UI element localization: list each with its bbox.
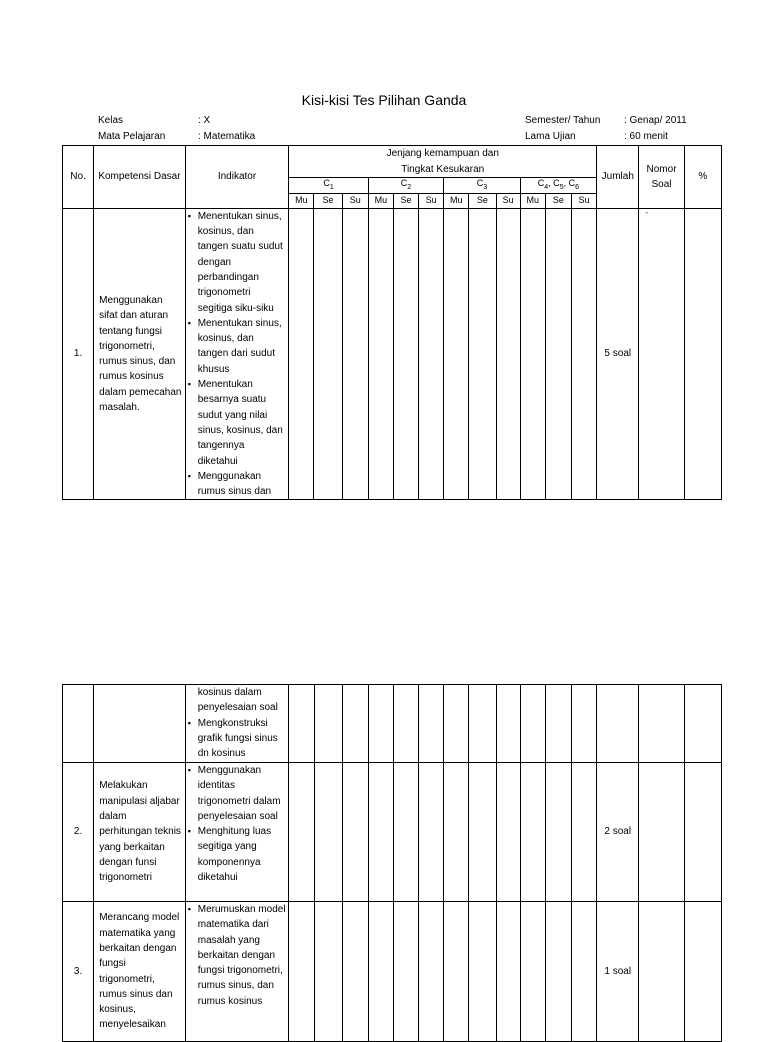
row1-jumlah: 5 soal <box>597 208 639 500</box>
level-su: Su <box>342 193 368 208</box>
lama-value: : 60 menit <box>624 131 668 142</box>
header-c456: $C_4$, $C_5$, $C_6$ <box>520 178 597 194</box>
row2-jumlah: 2 soal <box>597 763 639 902</box>
row1-indikator-item: ▪ Menentukan besarnya suatu sudut yang nilai sinus, kosinus, dan tangennya diketahui <box>188 377 287 469</box>
level-se: Se <box>469 193 496 208</box>
kisi-table-part1 <box>62 145 722 500</box>
lama-label: Lama Ujian <box>525 131 576 142</box>
row3-jumlah: 1 soal <box>597 902 639 1042</box>
header-jumlah: Jumlah <box>597 146 639 209</box>
table-row-cont <box>63 685 722 763</box>
level-mu: Mu <box>289 193 314 208</box>
row1-indikator <box>185 208 289 500</box>
header-jenjang <box>289 146 597 178</box>
header-nomor-line1: Nomor <box>646 163 677 175</box>
level-mu: Mu <box>520 193 545 208</box>
row2-indikator-item: ▪ Menggunakan identitas trigonometri dalam penyelesaian soal <box>188 763 287 824</box>
row3-indikator-item: ▪ Merumuskan model matematika dari masalah yang berkaitan dengan fungsi trigonometri, rumus sinus, dan rumus kosinus <box>188 902 287 1009</box>
kelas-label: Kelas <box>98 115 124 126</box>
header-nomor-soal <box>639 146 684 209</box>
row1-indikator-item: ▪ Menentukan sinus, kosinus, dan tangen suatu sudut dengan perbandingan trigonometri segitiga siku-siku <box>188 209 287 316</box>
row1-indikator-item: ▪ Menentukan sinus, kosinus, dan tangen dari sudut khusus <box>188 316 287 377</box>
header-jenjang-line2: Tingkat Kesukaran <box>401 163 485 175</box>
mapel-value: : Matematika <box>198 131 256 142</box>
header-c3: $C_3$ <box>444 178 520 194</box>
row3-no: 3. <box>63 902 94 1042</box>
row1-indikator-item: ▪ Menggunakan rumus sinus dan <box>188 469 287 500</box>
table-row-1 <box>63 208 722 500</box>
cont-indikator <box>185 685 289 763</box>
level-su: Su <box>419 193 444 208</box>
semester-label: Semester/ Tahun <box>525 115 601 126</box>
header-nomor-line2: Soal <box>651 178 672 190</box>
row2-indikator <box>185 763 289 902</box>
semester-value: : Genap/ 2011 <box>624 115 687 126</box>
row2-no: 2. <box>63 763 94 902</box>
row2-indikator-item: ▪ Menghitung luas segitiga yang komponennya diketahui <box>188 824 287 885</box>
header-c1: $C_1$ <box>289 178 368 194</box>
table-row-3 <box>63 902 722 1042</box>
mapel-label: Mata Pelajaran <box>98 131 166 142</box>
kisi-table-part2 <box>62 684 722 1042</box>
cont-indikator-text: kosinus dalam penyelesaian soal <box>197 687 278 714</box>
kelas-value: : X <box>198 115 211 126</box>
row1-kompetensi: Menggunakan sifat dan aturan tentang fungsi trigonometri, rumus sinus, dan rumus kosinus dalam pemecahan masalah. <box>94 208 186 500</box>
level-su: Su <box>571 193 596 208</box>
level-mu: Mu <box>444 193 469 208</box>
header-jenjang-line1: Jenjang kemampuan dan <box>386 148 499 160</box>
header-row-1 <box>63 146 722 178</box>
header-indikator: Indikator <box>185 146 289 209</box>
header-no: No. <box>63 146 94 209</box>
row3-indikator <box>185 902 289 1042</box>
level-se: Se <box>545 193 571 208</box>
table-row-2 <box>63 763 722 902</box>
row3-kompetensi: Merancang model matematika yang berkaitan dengan fungsi trigonometri, rumus sinus dan kosinus, menyelesaikan <box>94 902 186 1042</box>
level-se: Se <box>393 193 418 208</box>
header-kompetensi: Kompetensi Dasar <box>94 146 186 209</box>
header-c2: $C_2$ <box>368 178 443 194</box>
level-su: Su <box>496 193 520 208</box>
row1-mark: ` <box>639 208 684 500</box>
header-persen: % <box>684 146 721 209</box>
row2-kompetensi: Melakukan manipulasi aljabar dalam perhitungan teknis yang berkaitan dengan funsi trigonometri <box>94 763 186 902</box>
document-title: Kisi-kisi Tes Pilihan Ganda <box>301 92 467 108</box>
level-mu: Mu <box>368 193 393 208</box>
cont-indikator-item: ▪ Mengkonstruksi grafik fungsi sinus dn kosinus <box>188 716 287 762</box>
row1-no: 1. <box>63 208 94 500</box>
level-se: Se <box>314 193 342 208</box>
